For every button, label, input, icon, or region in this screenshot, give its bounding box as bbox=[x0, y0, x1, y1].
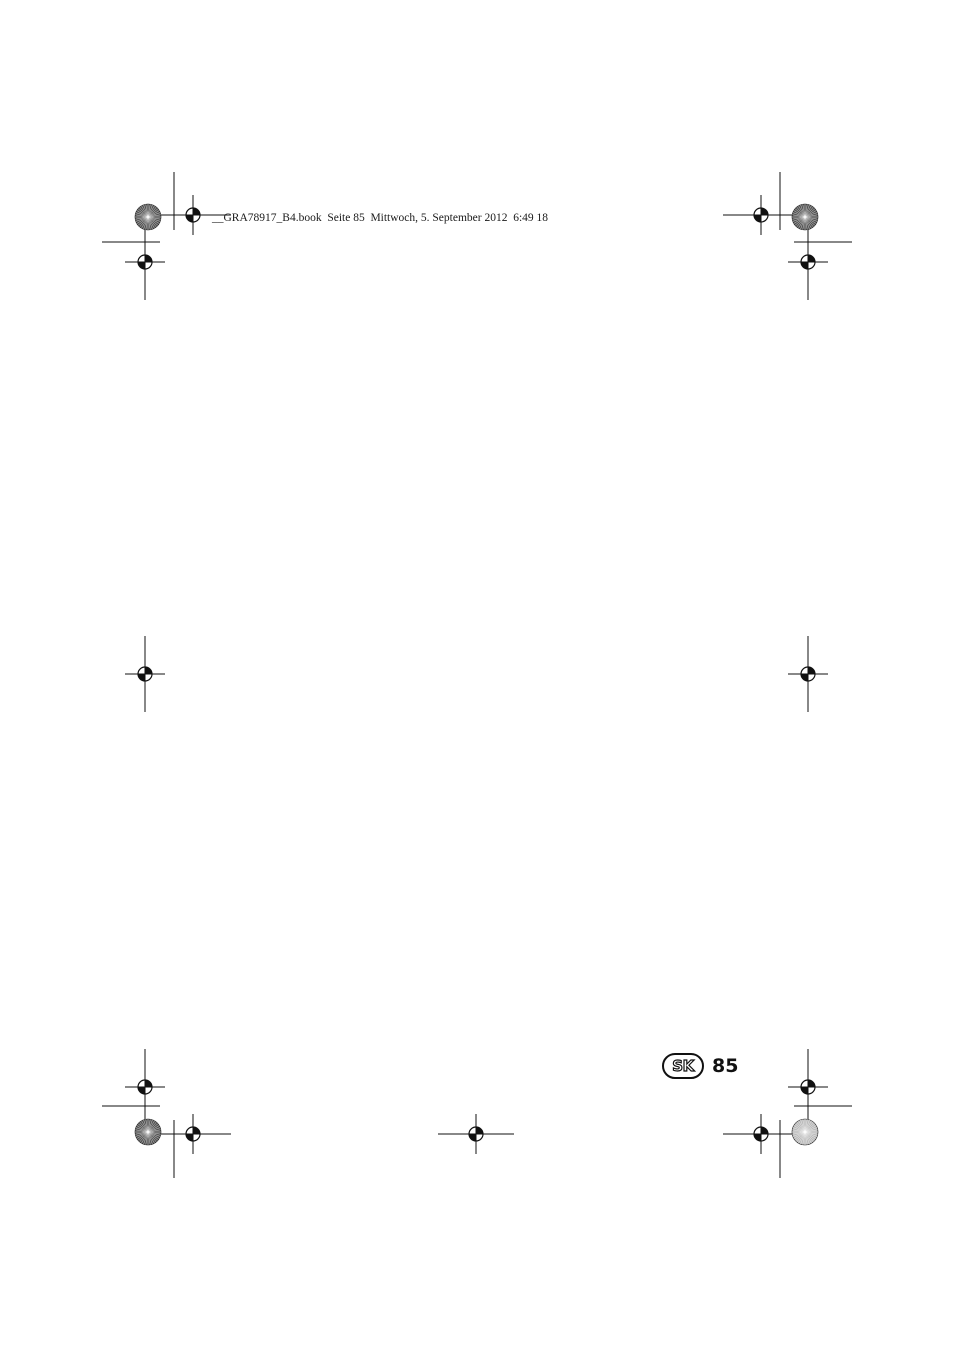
crosshair-target-icon bbox=[438, 1114, 514, 1154]
crop-marks bbox=[102, 172, 852, 1178]
page-footer bbox=[662, 1051, 738, 1081]
crosshair-target-icon bbox=[723, 1114, 799, 1154]
color-swatches bbox=[135, 204, 818, 1145]
registration-marks bbox=[125, 195, 828, 1154]
language-badge: SK bbox=[662, 1053, 704, 1079]
crosshair-target-icon bbox=[788, 224, 828, 300]
crosshair-target-icon bbox=[125, 1049, 165, 1125]
starburst-swatch-icon bbox=[135, 1119, 161, 1145]
starburst-swatch-icon bbox=[792, 204, 818, 230]
crosshair-target-icon bbox=[125, 224, 165, 300]
crosshair-target-icon bbox=[788, 1049, 828, 1125]
crosshair-target-icon bbox=[723, 195, 799, 235]
starburst-swatch-icon bbox=[135, 204, 161, 230]
crosshair-target-icon bbox=[155, 1114, 231, 1154]
book-info-header: __GRA78917_B4.book Seite 85 Mittwoch, 5. September 2012 6:49 18 bbox=[212, 212, 549, 224]
page-number: 85 bbox=[712, 1055, 739, 1077]
starburst-swatch-icon bbox=[792, 1119, 818, 1145]
crosshair-target-icon bbox=[125, 636, 165, 712]
crosshair-target-icon bbox=[788, 636, 828, 712]
